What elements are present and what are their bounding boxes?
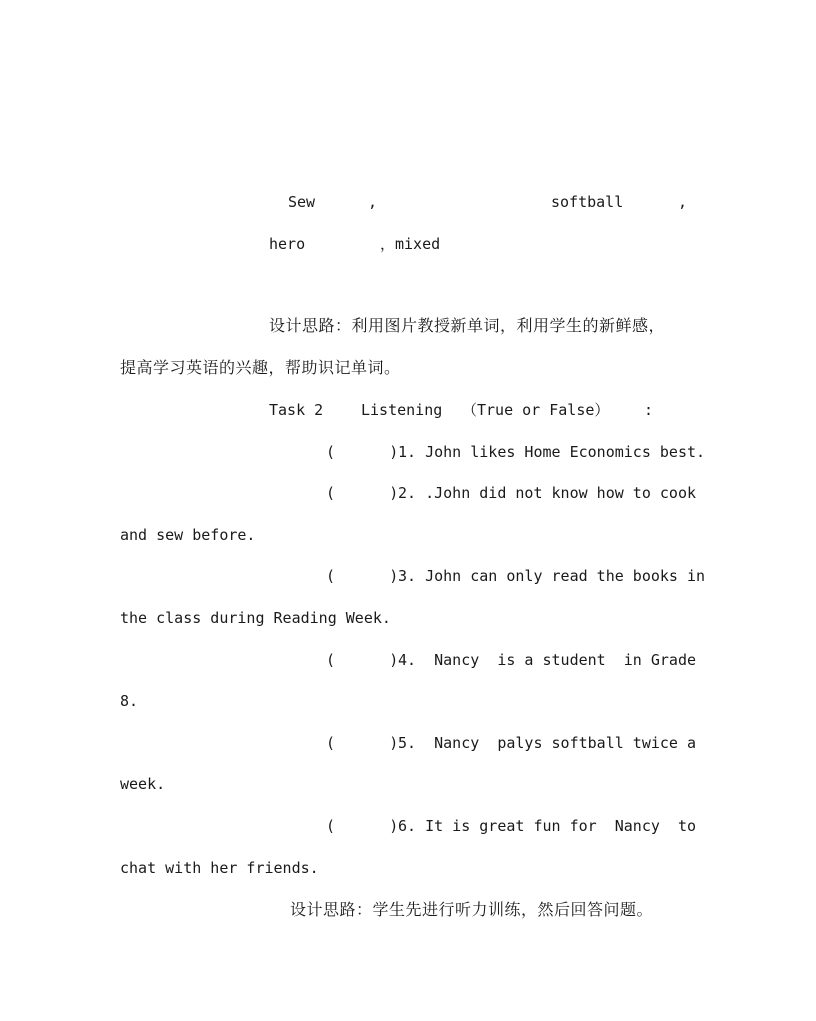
- question-text-continued: 8.: [120, 692, 139, 710]
- vocab-word-sew: Sew: [288, 193, 316, 211]
- answer-blank[interactable]: ( ): [326, 734, 399, 752]
- design-note-2: 设计思路：学生先进行听力训练，然后回答问题。: [290, 900, 654, 919]
- vocab-word-softball: softball: [551, 193, 624, 211]
- question-text: 2. .John did not know how to cook: [398, 484, 697, 502]
- question-text-continued: chat with her friends.: [120, 859, 319, 877]
- answer-blank[interactable]: ( ): [326, 651, 399, 669]
- task-title: Task 2: [269, 401, 324, 419]
- question-text: 1. John likes Home Economics best.: [398, 443, 706, 461]
- design-note-1-line-2: 提高学习英语的兴趣，帮助识记单词。: [120, 358, 401, 377]
- task-mode: （True or False）: [462, 401, 610, 419]
- vocab-word-mixed: ，mixed: [380, 235, 441, 253]
- answer-blank[interactable]: ( ): [326, 567, 399, 585]
- vocab-comma: ,: [368, 193, 378, 211]
- question-text-continued: and sew before.: [120, 526, 256, 544]
- design-note-1-line-1: 设计思路：利用图片教授新单词，利用学生的新鲜感，: [269, 316, 666, 335]
- answer-blank[interactable]: ( ): [326, 443, 399, 461]
- answer-blank[interactable]: ( ): [326, 817, 399, 835]
- vocab-word-hero: hero: [269, 235, 306, 253]
- question-text: 4. Nancy is a student in Grade: [398, 651, 697, 669]
- question-text: 6. It is great fun for Nancy to: [398, 817, 697, 835]
- question-text-continued: the class during Reading Week.: [120, 609, 391, 627]
- task-listening: Listening: [361, 401, 443, 419]
- question-text: 5. Nancy palys softball twice a: [398, 734, 697, 752]
- question-text-continued: week.: [120, 775, 166, 793]
- question-text: 3. John can only read the books in: [398, 567, 706, 585]
- task-colon: :: [644, 401, 654, 419]
- answer-blank[interactable]: ( ): [326, 484, 399, 502]
- vocab-comma: ,: [678, 193, 688, 211]
